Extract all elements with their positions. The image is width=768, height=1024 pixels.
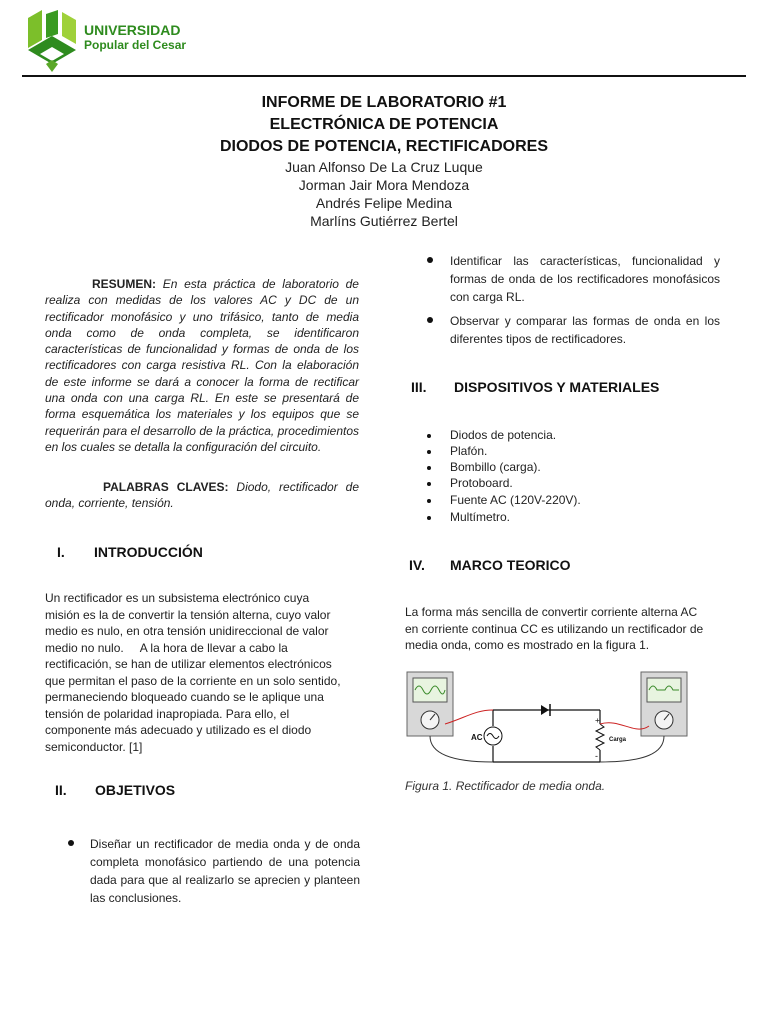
bullet-icon — [427, 482, 431, 486]
university-logo-icon — [24, 10, 80, 72]
plus-label: + — [595, 716, 600, 725]
keywords-text: Diodo, rectificador de onda, corriente, tensión. — [45, 480, 359, 511]
load-label: Carga — [609, 737, 627, 743]
material-item: Fuente AC (120V-220V). — [450, 493, 581, 507]
oscilloscope-left-icon — [407, 672, 453, 736]
course-title: ELECTRÓNICA DE POTENCIA — [269, 116, 499, 133]
report-title: INFORME DE LABORATORIO #1 — [261, 94, 507, 111]
bullet-icon — [427, 499, 431, 503]
author-2: Jorman Jair Mora Mendoza — [298, 177, 470, 193]
author-3: Andrés Felipe Medina — [315, 195, 453, 211]
bullet-icon — [427, 434, 431, 438]
objective-item-1: Diseñar un rectificador de media onda y de onda completa monofásico partiendo de una potencia dada para que al realizarlo se aprecien y planteen las conclusiones. — [90, 837, 360, 905]
introduction-paragraph: Un rectificador es un subsistema electrónico cuya misión es la de convertir la tensión alterna, cuyo valor medio es nulo, en otra tensión unidireccional de valor medio no nulo. A la hora de llevar a cabo la rectificación, se han de utilizar elementos electrónicos que permitan el paso de la corriente en un solo sentido, permaneciendo bloqueado cuando se le aplique una tensión de polaridad inapropiada. Para ello, el componente más adecuado y utilizado es el diodo semiconductor. [1] — [45, 591, 341, 754]
source-label: AC — [471, 733, 483, 742]
section-introduction-heading — [57, 544, 357, 562]
objective-item-3: Observar y comparar las formas de onda en los diferentes tipos de rectificadores. — [450, 314, 720, 346]
topic-title: DIODOS DE POTENCIA, RECTIFICADORES — [219, 138, 549, 155]
material-item: Bombillo (carga). — [450, 460, 541, 474]
logo-subtitle: Popular del Cesar — [84, 38, 187, 52]
half-wave-rectifier-figure — [405, 668, 695, 772]
bullet-icon — [427, 450, 431, 454]
theory-paragraph: La forma más sencilla de convertir corriente alterna AC en corriente continua CC es utilizando un rectificador de media onda, como es mostrado en la figura 1. — [405, 605, 704, 652]
resistor-icon — [596, 724, 604, 750]
section-title: DISPOSITIVOS Y MATERIALES — [454, 379, 660, 395]
bullet-icon — [427, 257, 433, 263]
ac-source-icon — [484, 727, 502, 745]
keywords — [45, 479, 359, 512]
section-number: II. — [55, 782, 67, 798]
section-theory-heading — [409, 557, 729, 575]
section-objectives-heading — [55, 782, 355, 800]
section-number: I. — [57, 544, 65, 560]
bullet-icon — [427, 317, 433, 323]
header-divider — [22, 75, 746, 77]
objective-item-2: Identificar las características, funcionalidad y formas de onda de los rectificadores monofásicos con carga RL. — [450, 254, 720, 304]
keywords-label: PALABRAS CLAVES: — [103, 480, 229, 494]
material-item: Plafón. — [450, 444, 488, 458]
author-4: Marlíns Gutiérrez Bertel — [310, 213, 458, 229]
material-item: Diodos de potencia. — [450, 428, 557, 442]
section-number: III. — [411, 379, 427, 395]
bullet-icon — [427, 516, 431, 520]
bullet-icon — [68, 840, 74, 846]
material-item: Multímetro. — [450, 510, 511, 524]
author-1: Juan Alfonso De La Cruz Luque — [285, 159, 483, 175]
abstract-label: RESUMEN: — [92, 277, 157, 291]
minus-label: - — [595, 751, 598, 761]
section-number: IV. — [409, 557, 425, 573]
section-title: OBJETIVOS — [95, 782, 176, 798]
abstract — [45, 276, 359, 455]
figure-caption: Figura 1. Rectificador de media onda. — [405, 779, 606, 793]
section-title: INTRODUCCIÓN — [94, 544, 203, 560]
logo-university: UNIVERSIDAD — [84, 22, 181, 38]
material-item: Protoboard. — [450, 476, 513, 490]
diode-icon — [541, 704, 550, 716]
section-materials-heading — [411, 379, 731, 397]
section-title: MARCO TEORICO — [450, 557, 571, 573]
abstract-text: En esta práctica de laboratorio de realiza con medidas de los valores AC y DC de un rectificador monofásico y uno trifásico, tanto de media onda como de onda completa, se identificaron características de funcionalidad y formas de onda de los rectificadores con carga resistiva RL. Con la elaboración de este informe se dará a conocer la forma de rectificar una onda con una carga RL. En este se presentará de forma esquemática los materiales y los equipos que se requerirán para el desarrollo de la práctica, procedimientos en los cuales se detalla la configuración del circuito. — [45, 277, 359, 454]
bullet-icon — [427, 466, 431, 470]
